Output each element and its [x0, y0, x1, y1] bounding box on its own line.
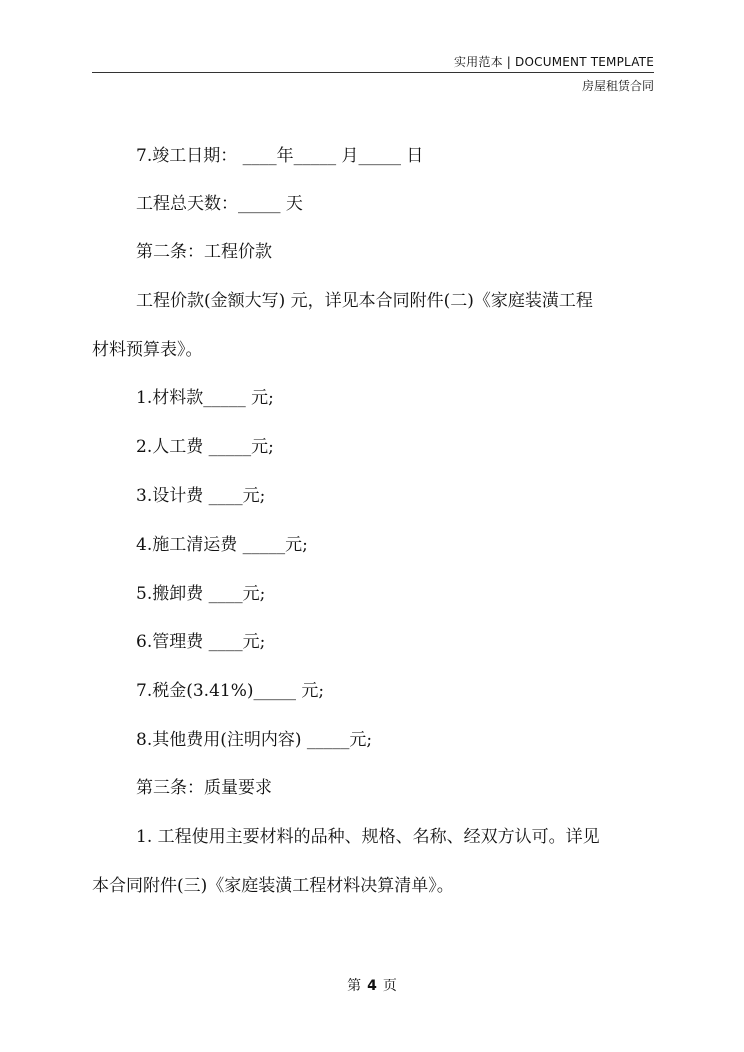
list-item-moving: 5.搬卸费 ____元;	[136, 584, 266, 604]
header-divider	[92, 72, 654, 73]
list-item-labor: 2.人工费 _____元;	[136, 437, 274, 457]
header-subtitle: 房屋租赁合同	[581, 79, 654, 93]
body-line-price: 工程价款(金额大写) 元，详见本合同附件(二)《家庭装潢工程	[136, 291, 593, 311]
body-line-price-continued: 材料预算表》。	[92, 340, 203, 360]
footer-suffix: 页	[382, 978, 397, 994]
page-number: 4	[367, 978, 377, 994]
list-item-other: 8.其他费用(注明内容) _____元;	[136, 730, 373, 750]
list-item-tax: 7.税金(3.41%)_____ 元;	[136, 681, 325, 701]
body-line-quality-continued: 本合同附件(三)《家庭装潢工程材料决算清单》。	[92, 876, 454, 896]
page-footer	[0, 975, 744, 995]
body-line-total-days: 工程总天数：_____ 天	[136, 194, 303, 214]
section-heading-quality: 第三条：质量要求	[136, 778, 272, 798]
body-line-quality: 1. 工程使用主要材料的品种、规格、名称、经双方认可。详见	[136, 827, 600, 847]
header-title: 实用范本 | DOCUMENT TEMPLATE	[453, 55, 654, 69]
footer-prefix: 第	[347, 978, 362, 994]
body-line-completion-date: 7.竣工日期： ____年_____ 月_____ 日	[136, 146, 424, 166]
list-item-materials: 1.材料款_____ 元;	[136, 388, 274, 408]
section-heading-price: 第二条：工程价款	[136, 242, 272, 262]
list-item-design: 3.设计费 ____元;	[136, 486, 266, 506]
list-item-cleanup: 4.施工清运费 _____元;	[136, 535, 308, 555]
list-item-management: 6.管理费 ____元;	[136, 632, 266, 652]
